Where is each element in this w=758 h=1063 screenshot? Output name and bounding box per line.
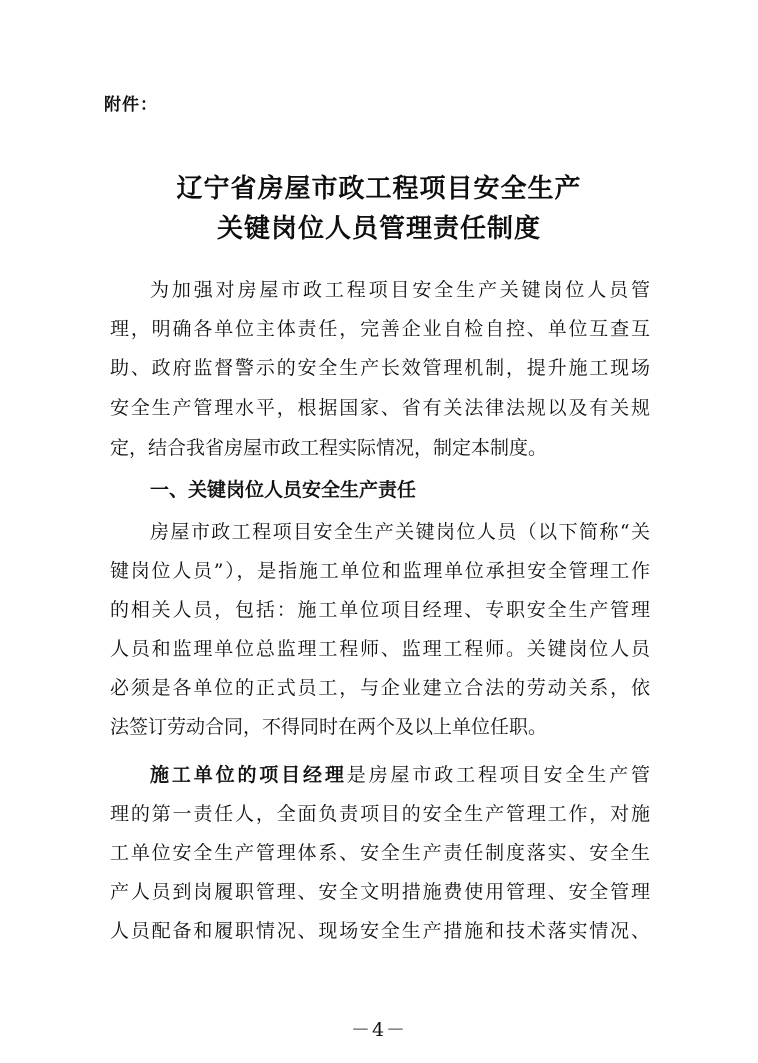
paragraph-1-line: 助、政府监督警示的安全生产长效管理机制，提升施工现场 bbox=[110, 357, 650, 379]
paragraph-3-line: 人员配备和履职情况、现场安全生产措施和技术落实情况、 bbox=[110, 920, 650, 942]
paragraph-2-line: 的相关人员，包括：施工单位项目经理、专职安全生产管理 bbox=[110, 599, 650, 621]
paragraph-3-bold-lead: 施工单位的项目经理 bbox=[150, 764, 347, 786]
paragraph-3-line: 产人员到岗履职管理、安全文明措施费使用管理、安全管理 bbox=[110, 881, 650, 903]
paragraph-3-line: 理的第一责任人，全面负责项目的安全生产管理工作，对施 bbox=[110, 803, 650, 825]
paragraph-2-line: 房屋市政工程项目安全生产关键岗位人员（以下简称“关 bbox=[150, 521, 650, 543]
paragraph-1-line: 安全生产管理水平，根据国家、省有关法律法规以及有关规 bbox=[110, 397, 650, 419]
paragraph-3-first-line-rest: 是房屋市政工程项目安全生产管 bbox=[346, 764, 650, 786]
document-title-line-2: 关键岗位人员管理责任制度 bbox=[216, 214, 541, 244]
document-title-line-1: 辽宁省房屋市政工程项目安全生产 bbox=[176, 174, 582, 204]
paragraph-2-line: 人员和监理单位总监理工程师、监理工程师。关键岗位人员 bbox=[110, 638, 650, 660]
paragraph-2-line: 必须是各单位的正式员工，与企业建立合法的劳动关系，依 bbox=[110, 677, 650, 699]
paragraph-2-line: 法签订劳动合同，不得同时在两个及以上单位任职。 bbox=[110, 716, 548, 738]
paragraph-3-line: 工单位安全生产管理体系、安全生产责任制度落实、安全生 bbox=[110, 842, 650, 864]
paragraph-1-line: 为加强对房屋市政工程项目安全生产关键岗位人员管 bbox=[150, 279, 650, 301]
paragraph-1-line: 定，结合我省房屋市政工程实际情况，制定本制度。 bbox=[110, 437, 548, 459]
paragraph-3-first-line bbox=[150, 763, 650, 787]
attachment-label: 附件： bbox=[104, 95, 158, 115]
paragraph-2-line: 键岗位人员”），是指施工单位和监理单位承担安全管理工作 bbox=[110, 560, 650, 582]
paragraph-1-line: 理，明确各单位主体责任，完善企业自检自控、单位互查互 bbox=[110, 318, 650, 340]
page-number: －4－ bbox=[350, 1019, 408, 1041]
section-1-heading: 一、关键岗位人员安全生产责任 bbox=[150, 479, 417, 501]
